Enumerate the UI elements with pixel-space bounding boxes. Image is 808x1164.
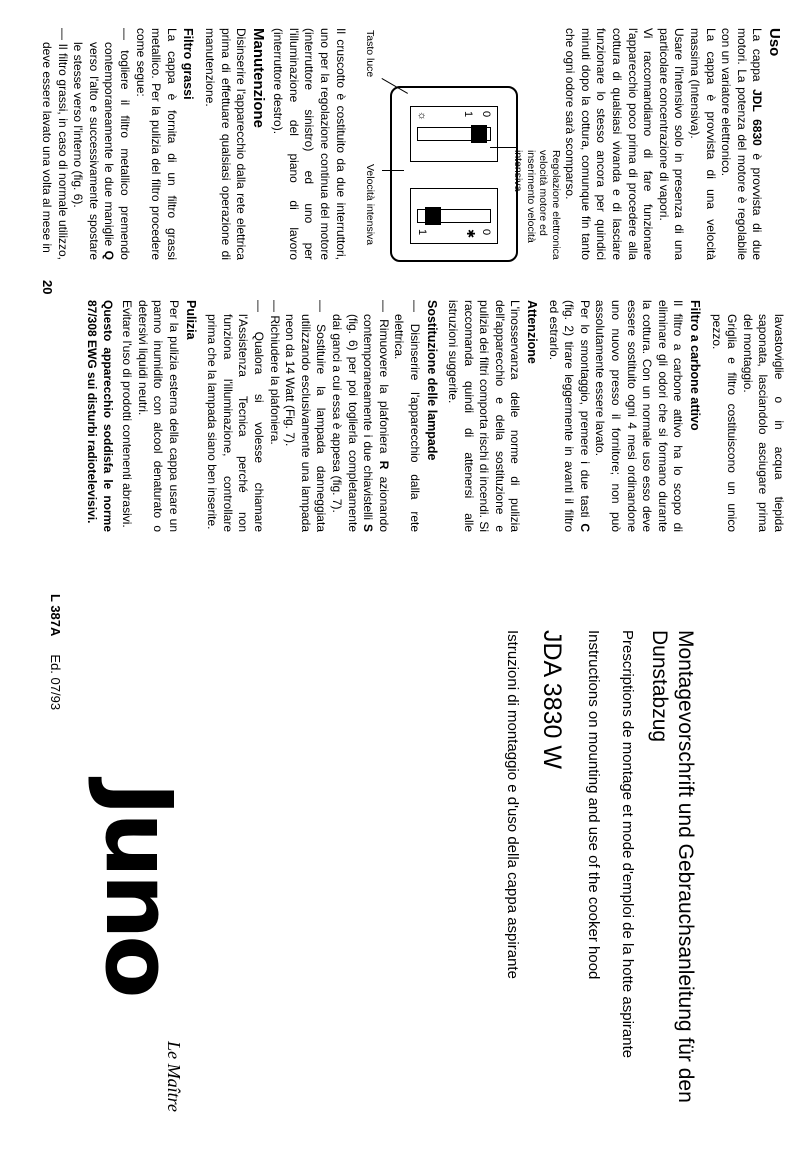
edition-label: Ed. 07/93 bbox=[48, 654, 63, 711]
carbon-filter-removal: Per lo smontaggio, premere i due tasti C (fig. 2) tirare leggermente in avanti il filtro ed estrarlo. bbox=[546, 300, 592, 532]
maintenance-text: Disinserire l'apparecchio dalla rete elettrica prima di effettuare qualsiasi operazione di manutenzione. bbox=[202, 28, 249, 260]
motor-switch[interactable] bbox=[410, 188, 498, 244]
grease-filter-step: — Il filtro grassi, in caso di normale utilizzo, deve essere lavato una volta al mese in bbox=[40, 28, 70, 260]
title-german: Montagevorschrift und Gebrauchsanleitung für den Dunstabzug bbox=[648, 630, 697, 1103]
page-number: 20 bbox=[40, 280, 55, 295]
cleaning-text: Per la pulizia esterna della cappa usare un panno inumidito con alcool denaturato o detersivi liquidi neutri. bbox=[135, 300, 182, 532]
document-code bbox=[48, 594, 63, 710]
logo-tagline: Le Maître bbox=[164, 1041, 184, 1112]
brand-logo bbox=[68, 782, 192, 1112]
uso-title: Uso bbox=[766, 28, 783, 57]
uso-paragraph: Usare l'intensivo solo in presenza di una particolare concentrazione di vapori. bbox=[656, 28, 687, 260]
cover-titles bbox=[489, 630, 698, 1120]
front-page bbox=[0, 582, 808, 1164]
model-number: JDA 3830 W bbox=[538, 630, 566, 769]
grease-filter-title: Filtro grassi bbox=[181, 28, 196, 100]
grease-filter-steps bbox=[38, 28, 132, 260]
motor-switch-knob bbox=[425, 207, 441, 225]
uso-paragraph: Vi raccomandiamo di fare funzionare l'apparecchio poco prima di procedere alla cottura di qualsiasi vivanda e di lasciare funzionare lo stesso ancora per quindici minuti dopo la cottura, comunque fin tanto che ogni odore sarà scomparso. bbox=[563, 28, 656, 260]
grid-filter-text: Griglia e filtro costituiscono un unico pezzo. bbox=[709, 314, 740, 532]
lamp-step: — Qualora si volesse chiamare l'Assistenza Tecnica perché non funziona l'illuminazione, controllare prima che la lampada siano ben inserite. bbox=[205, 300, 266, 532]
callout-intensive: Velocità intensiva bbox=[363, 164, 376, 246]
uso-paragraph: La cappa è provvista di una velocità massima (Intensiva). bbox=[688, 28, 718, 260]
lamp-step: — Rimuovere la plafoniera R azionando contemporaneamente i due chiavistelli S (fig. 6) per poi toglierla completamente dai ganci a cui essa è appesa (fig. 7). bbox=[329, 300, 391, 532]
logo-wordmark: Juno bbox=[85, 782, 192, 995]
lamp-step: — Disinserire l'apparecchio dalla rete elettrica. bbox=[392, 300, 422, 533]
attention-text: L'inosservanza delle norme di pulizia dell'apparecchio e della sostituzione e pulizia dei filtri comporta rischi di incendi. Si raccomanda quindi di attenersi alle istruzioni suggerite. bbox=[446, 300, 523, 532]
title-english: Instructions on mounting and use of the cooker hood bbox=[585, 630, 602, 980]
cleaning-text-abrasives: Evitare l'uso di prodotti contenenti abrasivi. bbox=[120, 300, 135, 528]
light-bulb-icon: ☼ bbox=[415, 111, 428, 122]
uso-paragraph: La cappa JDL 6830 è provvista di due motori. La potenza del motore è regolabile con un variatore elettronico. bbox=[719, 28, 765, 261]
lamp-step: — Sostituire la lampada danneggiata utilizzando esclusivamente una lampada neon da 14 Watt (Fig. 7). bbox=[283, 300, 329, 532]
control-panel bbox=[390, 86, 518, 262]
title-french: Prescriptions de montage et mode d'emploi de la hotte aspirante bbox=[619, 630, 636, 1059]
fan-icon: ✱ bbox=[463, 229, 476, 239]
light-switch-knob bbox=[471, 125, 487, 143]
grease-filter-step: — togliere il filtro metallico premendo contemporaneamente le due maniglie Q verso l'alto e successivamente spostare le stesse verso l'interno (fig. 6). bbox=[71, 28, 132, 260]
light-switch[interactable] bbox=[410, 106, 498, 162]
panel-description: Il cruscotto è costituito da due interruttori, uno per la regolazione continua del motore (interruttore sinistro) ed uno per l'illuminazione del piano di lavoro (interruttore destro). bbox=[271, 28, 348, 260]
grease-filter-intro: La cappa è fornita di un filtro grassi metallico. Per la pulizia del filtro procedere come segue: bbox=[133, 28, 179, 260]
document-code-number: L 387A bbox=[48, 594, 63, 637]
light-switch-label-0: 0 bbox=[479, 111, 492, 118]
compliance-note: Questo apparecchio soddisfa le norme 87/308 EWG sui disturbi radiotelevisivi. bbox=[85, 300, 115, 532]
motor-switch-label-0: 0 bbox=[479, 229, 492, 236]
light-switch-label-1: 1 bbox=[461, 111, 474, 118]
lamp-replacement-steps bbox=[204, 300, 422, 532]
callout-light-key: Tasto luce bbox=[363, 30, 376, 78]
callout-regulation: Regolazione elettronica velocità motore ed inserimento velocità intensiva bbox=[512, 150, 562, 260]
cleaning-title: Pulizia bbox=[183, 300, 198, 340]
lamp-step: — Richiudere la plafoniera. bbox=[267, 300, 282, 445]
attention-title: Attenzione bbox=[525, 300, 540, 364]
lamp-replacement-title: Sostituzione delle lampade bbox=[424, 300, 439, 461]
carbon-filter-text: Il filtro a carbone attivo ha lo scopo di eliminare gli odori che si formano durante la cottura. Con un normale uso esso deve essere sostituito ogni 4 mesi ordinandone uno nuovo presso il fornitore; non può assolutamente essere lavato. bbox=[593, 300, 686, 532]
column-right bbox=[83, 300, 786, 532]
title-italian: Istruzioni di montaggio e d'uso della cappa aspirante bbox=[504, 630, 521, 979]
maintenance-title: Manutenzione bbox=[249, 28, 267, 128]
carbon-filter-title: Filtro a carbone attivo bbox=[688, 300, 703, 431]
dishwasher-text: lavastoviglie o in acqua tiepida saponata, lasciandolo asciugare prima del montaggio. bbox=[740, 314, 786, 532]
uso-paragraphs bbox=[562, 28, 765, 260]
control-panel-figure bbox=[354, 28, 562, 260]
column-left bbox=[38, 28, 786, 260]
motor-switch-label-1: 1 bbox=[415, 229, 428, 236]
